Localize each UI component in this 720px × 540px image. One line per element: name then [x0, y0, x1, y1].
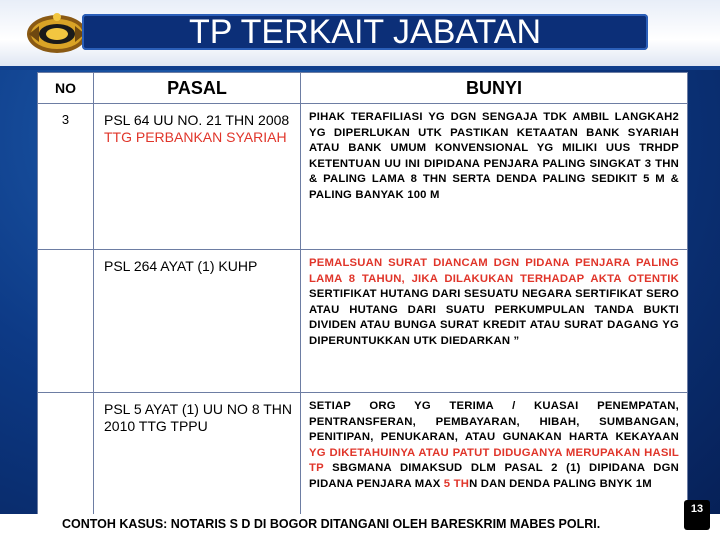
- bunyi-cell: [301, 250, 688, 393]
- table-row: [38, 104, 688, 250]
- bunyi-highlight: PEMALSUAN SURAT DIANCAM DGN PIDANA PENJARA PALING LAMA 8 TAHUN, JIKA DILAKUKAN TERHADAP AKTA OTENTIK: [309, 257, 679, 285]
- pasal-cell: [94, 104, 301, 250]
- row-number: [38, 393, 94, 532]
- law-table: [37, 72, 688, 532]
- column-header-bunyi: BUNYI: [301, 73, 688, 104]
- bunyi-cell: PIHAK TERAFILIASI YG DGN SENGAJA TDK AMBIL LANGKAH2 YG DIPERLUKAN UTK PASTIKAN KETAATAN BANK SYARIAH ATAU BANK UMUM KONVENSIONAL YG MILIKI UUS TRHDP KETENTUAN UU INI DIPIDANA PENJARA PALING SINGKAT 3 THN & PALING LAMA 8 THN SERTA DENDA PALING SEDIKIT 5 M & PALING BANYAK 100 M: [301, 104, 688, 250]
- table-row: [38, 250, 688, 393]
- row-number: [38, 250, 94, 393]
- bunyi-text: SETIAP ORG YG TERIMA / KUASAI PENEMPATAN, PENTRANSFERAN, PEMBAYARAN, HIBAH, SUMBANGAN, PENITIPAN, PENUKARAN, ATAU GUNAKAN HARTA KEKAYAAN: [309, 400, 679, 444]
- column-header-pasal: PASAL: [94, 73, 301, 104]
- slide-title: TP TERKAIT JABATAN: [188, 13, 542, 51]
- police-emblem-logo: [24, 10, 90, 56]
- table-header-row: [38, 73, 688, 104]
- table-row: [38, 393, 688, 532]
- pasal-cell: PSL 5 AYAT (1) UU NO 8 THN 2010 TTG TPPU: [94, 393, 301, 532]
- bunyi-text: SERTIFIKAT HUTANG DARI SESUATU NEGARA SERTIFIKAT SERO ATAU HUTANG DARI SUATU PERKUMPULAN TANDA BUKTI DIVIDEN ATAU BUNGA SURAT KREDIT ATAU SURAT DAGANG YG DIPERUNTUKKAN UTK DIEDARKAN ”: [309, 288, 679, 347]
- bunyi-text: N DAN DENDA PALING BNYK 1M: [469, 477, 652, 490]
- header-divider: [0, 66, 720, 70]
- pasal-highlight: TTG PERBANKAN SYARIAH: [104, 129, 287, 145]
- page-number-badge: 13: [684, 500, 710, 530]
- pasal-cell: PSL 264 AYAT (1) KUHP: [94, 250, 301, 393]
- law-table-container: [37, 72, 687, 512]
- bunyi-cell: [301, 393, 688, 532]
- bunyi-text: SBGMANA DIMAKSUD DLM PASAL 2 (1) DIPIDANA DGN PIDANA PENJARA MAX: [309, 462, 679, 490]
- bunyi-highlight: YG DIKETAHUINYA ATAU PATUT DIDUGANYA MERUPAKAN HASIL TP: [309, 446, 679, 475]
- pasal-text: PSL 64 UU NO. 21 THN 2008: [104, 112, 290, 128]
- column-header-no: NO: [38, 73, 94, 104]
- bunyi-highlight: 5 TH: [443, 477, 470, 490]
- row-number: 3: [38, 104, 94, 250]
- case-example-text: CONTOH KASUS: NOTARIS S D DI BOGOR DITANGANI OLEH BARESKRIM MABES POLRI.: [62, 517, 601, 531]
